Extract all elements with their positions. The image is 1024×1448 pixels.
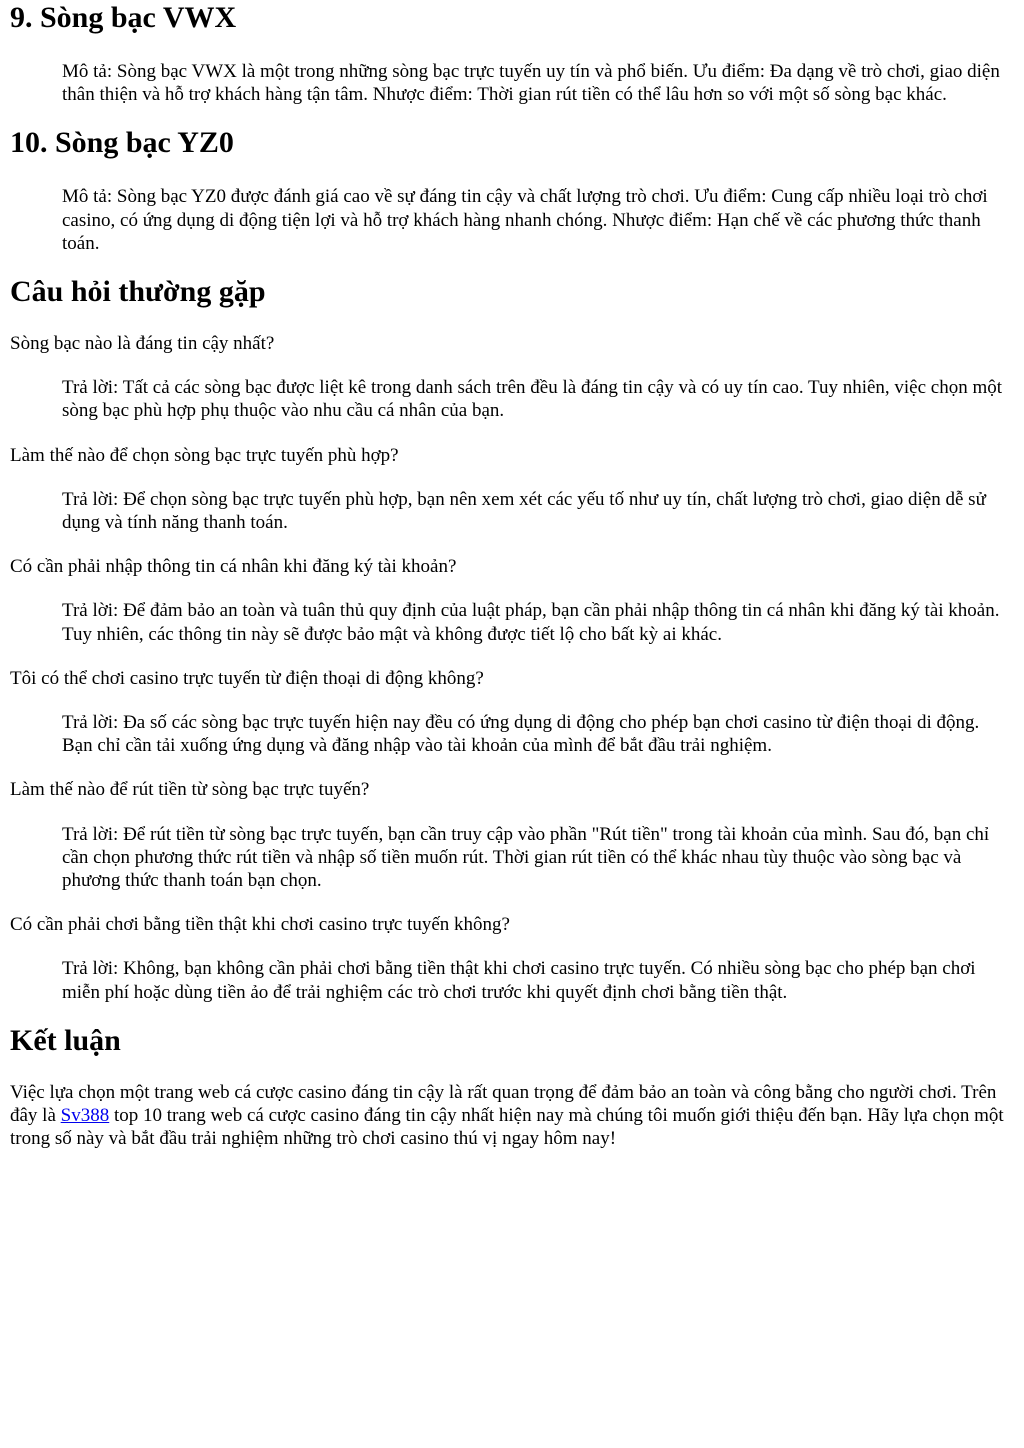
document-page <box>10 0 1014 1150</box>
casino-description: Mô tả: Sòng bạc VWX là một trong những sòng bạc trực tuyến uy tín và phổ biến. Ưu điểm: Đa dạng về trò chơi, giao diện thân thiện và hỗ trợ khách hàng tận tâm. Nhược điểm: Thời gian rút tiền có thể lâu hơn so với một số sòng bạc khác. <box>62 61 1000 106</box>
conclusion-text-before-link: Việc lựa chọn một trang web cá cược casino đáng tin cậy là rất quan trọng để đảm bảo an toàn và công bằng cho người chơi. Trên đây là <box>10 1081 997 1127</box>
faq-answer: Trả lời: Không, bạn không cần phải chơi bằng tiền thật khi chơi casino trực tuyến. Có nhiều sòng bạc cho phép bạn chơi miễn phí hoặc dùng tiền ảo để trải nghiệm các trò chơi trước khi quyết định chơi bằng tiền thật. <box>62 958 976 1003</box>
conclusion-paragraph <box>10 1081 1014 1151</box>
faq-answer: Trả lời: Để đảm bảo an toàn và tuân thủ quy định của luật pháp, bạn cần phải nhập thông tin cá nhân khi đăng ký tài khoản. Tuy nhiên, các thông tin này sẽ được bảo mật và không được tiết lộ cho bất kỳ ai khác. <box>62 600 1000 645</box>
faq-answer: Trả lời: Để chọn sòng bạc trực tuyến phù hợp, bạn nên xem xét các yếu tố như uy tín, chất lượng trò chơi, giao diện dễ sử dụng và tính năng thanh toán. <box>62 488 986 534</box>
faq-question: Có cần phải chơi bằng tiền thật khi chơi casino trực tuyến không? <box>10 914 510 936</box>
casino-section-10 <box>10 125 1014 255</box>
conclusion-text-after-link: top 10 trang web cá cược casino đáng tin cậy nhất hiện nay mà chúng tôi muốn giới thiệu đến bạn. Hãy lựa chọn một trong số này và bắt đầu trải nghiệm những trò chơi casino thú vị ngay hôm nay! <box>10 1105 1004 1150</box>
faq-question: Làm thế nào để chọn sòng bạc trực tuyến phù hợp? <box>10 444 399 466</box>
faq-question: Tôi có thể chơi casino trực tuyến từ điện thoại di động không? <box>10 667 484 689</box>
casino-section-9 <box>10 0 1014 106</box>
casino-heading: 10. Sòng bạc YZ0 <box>10 126 234 160</box>
faq-answer: Trả lời: Để rút tiền từ sòng bạc trực tuyến, bạn cần truy cập vào phần "Rút tiền" trong tài khoản của mình. Sau đó, bạn chỉ cần chọn phương thức rút tiền và nhập số tiền muốn rút. Thời gian rút tiền có thể khác nhau tùy thuộc vào sòng bạc và phương thức thanh toán bạn chọn. <box>62 823 990 892</box>
faq-section <box>10 274 1014 1004</box>
conclusion-section <box>10 1023 1014 1151</box>
conclusion-heading: Kết luận <box>10 1023 121 1057</box>
casino-description: Mô tả: Sòng bạc YZ0 được đánh giá cao về sự đáng tin cậy và chất lượng trò chơi. Ưu điểm: Cung cấp nhiều loại trò chơi casino, có ứng dụng di động tiện lợi và hỗ trợ khách hàng nhanh chóng. Nhược điểm: Hạn chế về các phương thức thanh toán. <box>62 186 988 254</box>
faq-answer: Trả lời: Tất cả các sòng bạc được liệt kê trong danh sách trên đều là đáng tin cậy và có uy tín cao. Tuy nhiên, việc chọn một sòng bạc phù hợp phụ thuộc vào nhu cầu cá nhân của bạn. <box>62 377 1003 422</box>
faq-heading: Câu hỏi thường gặp <box>10 275 266 309</box>
faq-question: Làm thế nào để rút tiền từ sòng bạc trực tuyến? <box>10 779 370 801</box>
casino-heading: 9. Sòng bạc VWX <box>10 1 237 34</box>
faq-answer: Trả lời: Đa số các sòng bạc trực tuyến hiện nay đều có ứng dụng di động cho phép bạn chơi casino từ điện thoại di động. Bạn chỉ cần tải xuống ứng dụng và đăng nhập vào tài khoản của mình để bắt đầu trải nghiệm. <box>62 712 980 757</box>
faq-question: Có cần phải nhập thông tin cá nhân khi đăng ký tài khoản? <box>10 556 457 578</box>
sv388-link[interactable]: Sv388 <box>60 1105 110 1127</box>
faq-question: Sòng bạc nào là đáng tin cậy nhất? <box>10 333 275 355</box>
